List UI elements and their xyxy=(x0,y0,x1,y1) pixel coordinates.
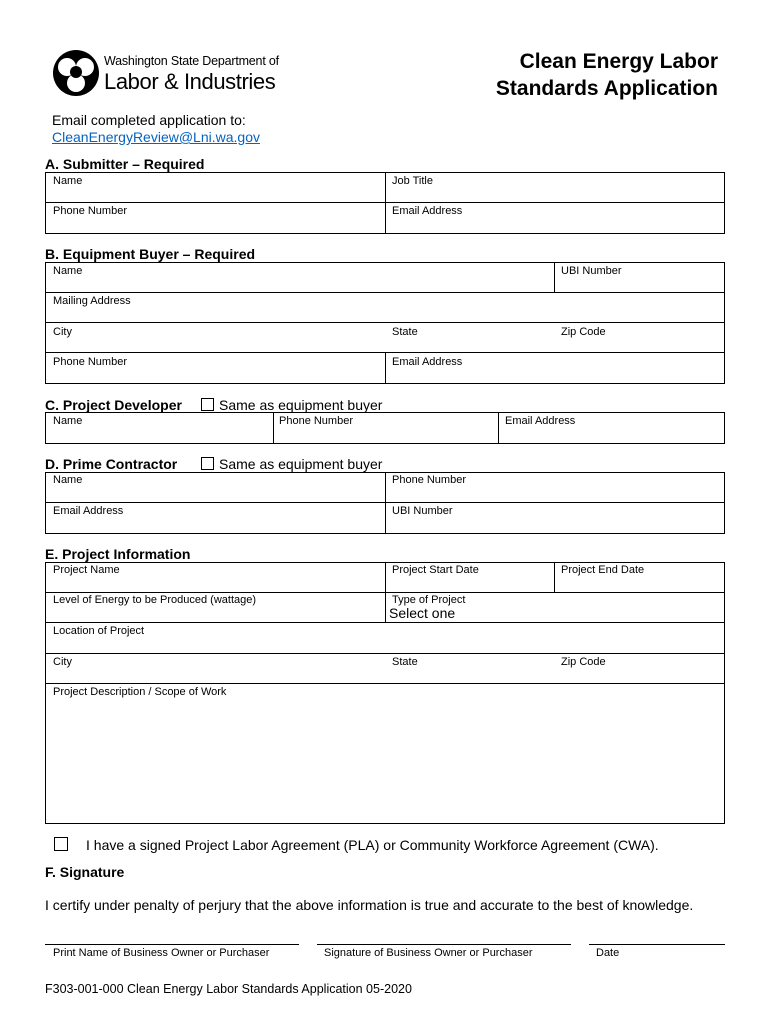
print-name-line[interactable] xyxy=(45,944,299,945)
email-link[interactable]: CleanEnergyReview@Lni.wa.gov xyxy=(52,129,260,145)
developer-email-field[interactable]: Email Address xyxy=(505,415,576,427)
divider xyxy=(385,562,386,622)
project-end-date-field[interactable]: Project End Date xyxy=(561,564,645,576)
divider xyxy=(554,262,555,292)
form-title xyxy=(496,48,718,102)
contractor-name-field[interactable]: Name xyxy=(53,474,83,486)
contractor-phone-field[interactable]: Phone Number xyxy=(392,474,466,486)
divider xyxy=(498,412,499,444)
project-type-label: Type of Project xyxy=(392,594,466,606)
section-c-table xyxy=(45,412,725,444)
project-state-field[interactable]: State xyxy=(392,656,418,668)
project-city-field[interactable]: City xyxy=(53,656,72,668)
project-start-date-field[interactable]: Project Start Date xyxy=(392,564,479,576)
print-name-label: Print Name of Business Owner or Purchaser xyxy=(53,947,270,959)
contractor-same-as-buyer-checkbox[interactable] xyxy=(201,457,214,470)
project-type-select[interactable]: Select one xyxy=(389,605,456,621)
divider xyxy=(273,412,274,444)
submitter-phone-field[interactable]: Phone Number xyxy=(53,205,127,217)
divider xyxy=(554,562,555,592)
buyer-phone-field[interactable]: Phone Number xyxy=(53,356,127,368)
buyer-ubi-field[interactable]: UBI Number xyxy=(561,265,622,277)
signature-label: Signature of Business Owner or Purchaser xyxy=(324,947,533,959)
buyer-city-field[interactable]: City xyxy=(53,326,72,338)
project-name-field[interactable]: Project Name xyxy=(53,564,120,576)
developer-name-field[interactable]: Name xyxy=(53,415,83,427)
email-instructions: Email completed application to: xyxy=(52,112,246,128)
divider xyxy=(45,622,725,623)
divider xyxy=(45,292,725,293)
date-label: Date xyxy=(596,947,620,959)
divider xyxy=(45,322,725,323)
signature-line[interactable] xyxy=(317,944,571,945)
contractor-same-as-buyer-label: Same as equipment buyer xyxy=(219,456,383,472)
developer-phone-field[interactable]: Phone Number xyxy=(279,415,353,427)
divider xyxy=(45,683,725,684)
form-footer-id: F303-001-000 Clean Energy Labor Standards Application 05-2020 xyxy=(45,982,412,996)
divider xyxy=(45,653,725,654)
agency-name-line2: Labor & Industries xyxy=(104,69,276,94)
energy-level-field[interactable]: Level of Energy to be Produced (wattage) xyxy=(53,594,257,606)
form-title-line1: Clean Energy Labor xyxy=(519,50,718,73)
date-line[interactable] xyxy=(589,944,725,945)
submitter-job-title-field[interactable]: Job Title xyxy=(392,175,433,187)
section-d-heading: D. Prime Contractor xyxy=(45,456,178,472)
section-b-heading: B. Equipment Buyer – Required xyxy=(45,246,256,262)
project-location-field[interactable]: Location of Project xyxy=(53,625,145,637)
pla-checkbox[interactable] xyxy=(54,837,68,851)
agency-name-line1: Washington State Department of xyxy=(104,54,279,68)
project-description-field[interactable]: Project Description / Scope of Work xyxy=(53,686,227,698)
section-c-heading: C. Project Developer xyxy=(45,397,182,413)
developer-same-as-buyer-label: Same as equipment buyer xyxy=(219,397,383,413)
buyer-mailing-address-field[interactable]: Mailing Address xyxy=(53,295,131,307)
section-e-heading: E. Project Information xyxy=(45,546,191,562)
divider xyxy=(385,352,386,384)
submitter-name-field[interactable]: Name xyxy=(53,175,83,187)
agency-logo xyxy=(51,45,291,100)
certification-statement: I certify under penalty of perjury that the above information is true and accurate to the best of knowledge. xyxy=(45,897,694,913)
section-a-heading: A. Submitter – Required xyxy=(45,156,205,172)
contractor-email-field[interactable]: Email Address xyxy=(53,505,124,517)
buyer-state-field[interactable]: State xyxy=(392,326,418,338)
contractor-ubi-field[interactable]: UBI Number xyxy=(392,505,453,517)
section-f-heading: F. Signature xyxy=(45,864,125,880)
pla-label: I have a signed Project Labor Agreement (PLA) or Community Workforce Agreement (CWA). xyxy=(86,837,659,853)
project-zip-field[interactable]: Zip Code xyxy=(561,656,606,668)
form-title-line2: Standards Application xyxy=(495,77,718,100)
lni-logo-icon xyxy=(51,45,101,101)
submitter-email-field[interactable]: Email Address xyxy=(392,205,463,217)
developer-same-as-buyer-checkbox[interactable] xyxy=(201,398,214,411)
divider xyxy=(385,472,386,534)
buyer-name-field[interactable]: Name xyxy=(53,265,83,277)
divider xyxy=(385,172,386,234)
buyer-zip-field[interactable]: Zip Code xyxy=(561,326,606,338)
buyer-email-field[interactable]: Email Address xyxy=(392,356,463,368)
